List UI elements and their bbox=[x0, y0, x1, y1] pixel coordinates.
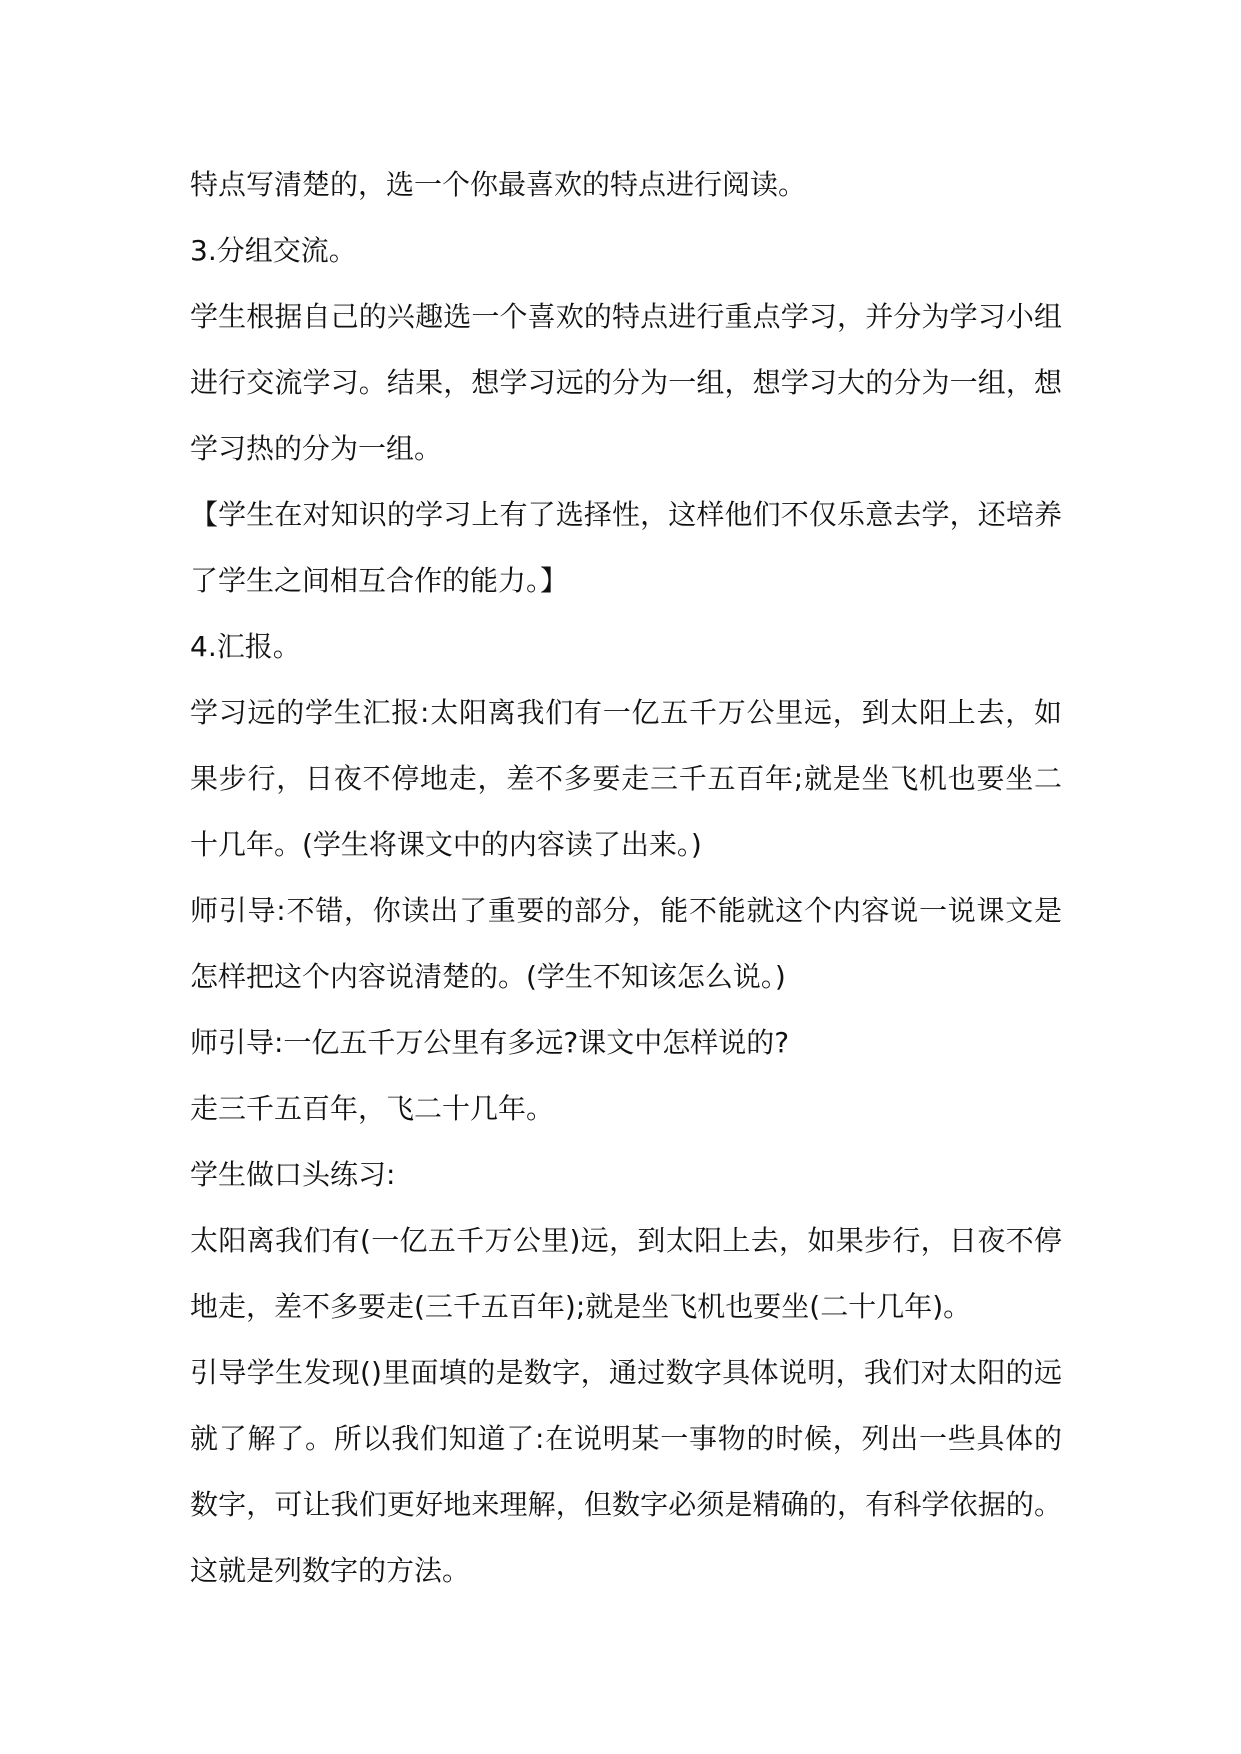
paragraph: 引导学生发现()里面填的是数字，通过数字具体说明，我们对太阳的远就了解了。所以我们知道了:在说明某一事物的时候，列出一些具体的数字，可让我们更好地来理解，但数字必须是精确的，有科学依据的。这就是列数字的方法。 bbox=[190, 1356, 1062, 1587]
section-heading: 3.分组交流。 bbox=[190, 234, 357, 267]
paragraph: 走三千五百年，飞二十几年。 bbox=[190, 1092, 555, 1125]
teaching-note: 【学生在对知识的学习上有了选择性，这样他们不仅乐意去学，还培养了学生之间相互合作的能力。】 bbox=[190, 498, 1062, 597]
paragraph: 特点写清楚的，选一个你最喜欢的特点进行阅读。 bbox=[190, 168, 807, 201]
paragraph: 师引导:一亿五千万公里有多远?课文中怎样说的? bbox=[190, 1026, 790, 1059]
paragraph: 师引导:不错，你读出了重要的部分，能不能就这个内容说一说课文是怎样把这个内容说清楚的。(学生不知该怎么说。) bbox=[190, 894, 1062, 993]
paragraph: 学习远的学生汇报:太阳离我们有一亿五千万公里远，到太阳上去，如果步行，日夜不停地走，差不多要走三千五百年;就是坐飞机也要坐二十几年。(学生将课文中的内容读了出来。) bbox=[190, 696, 1062, 861]
paragraph: 太阳离我们有(一亿五千万公里)远，到太阳上去，如果步行，日夜不停地走，差不多要走(三千五百年);就是坐飞机也要坐(二十几年)。 bbox=[190, 1224, 1062, 1323]
document-body bbox=[190, 152, 1062, 1604]
section-heading: 4.汇报。 bbox=[190, 630, 301, 663]
paragraph: 学生做口头练习: bbox=[190, 1158, 396, 1191]
paragraph: 学生根据自己的兴趣选一个喜欢的特点进行重点学习，并分为学习小组进行交流学习。结果，想学习远的分为一组，想学习大的分为一组，想学习热的分为一组。 bbox=[190, 300, 1062, 465]
